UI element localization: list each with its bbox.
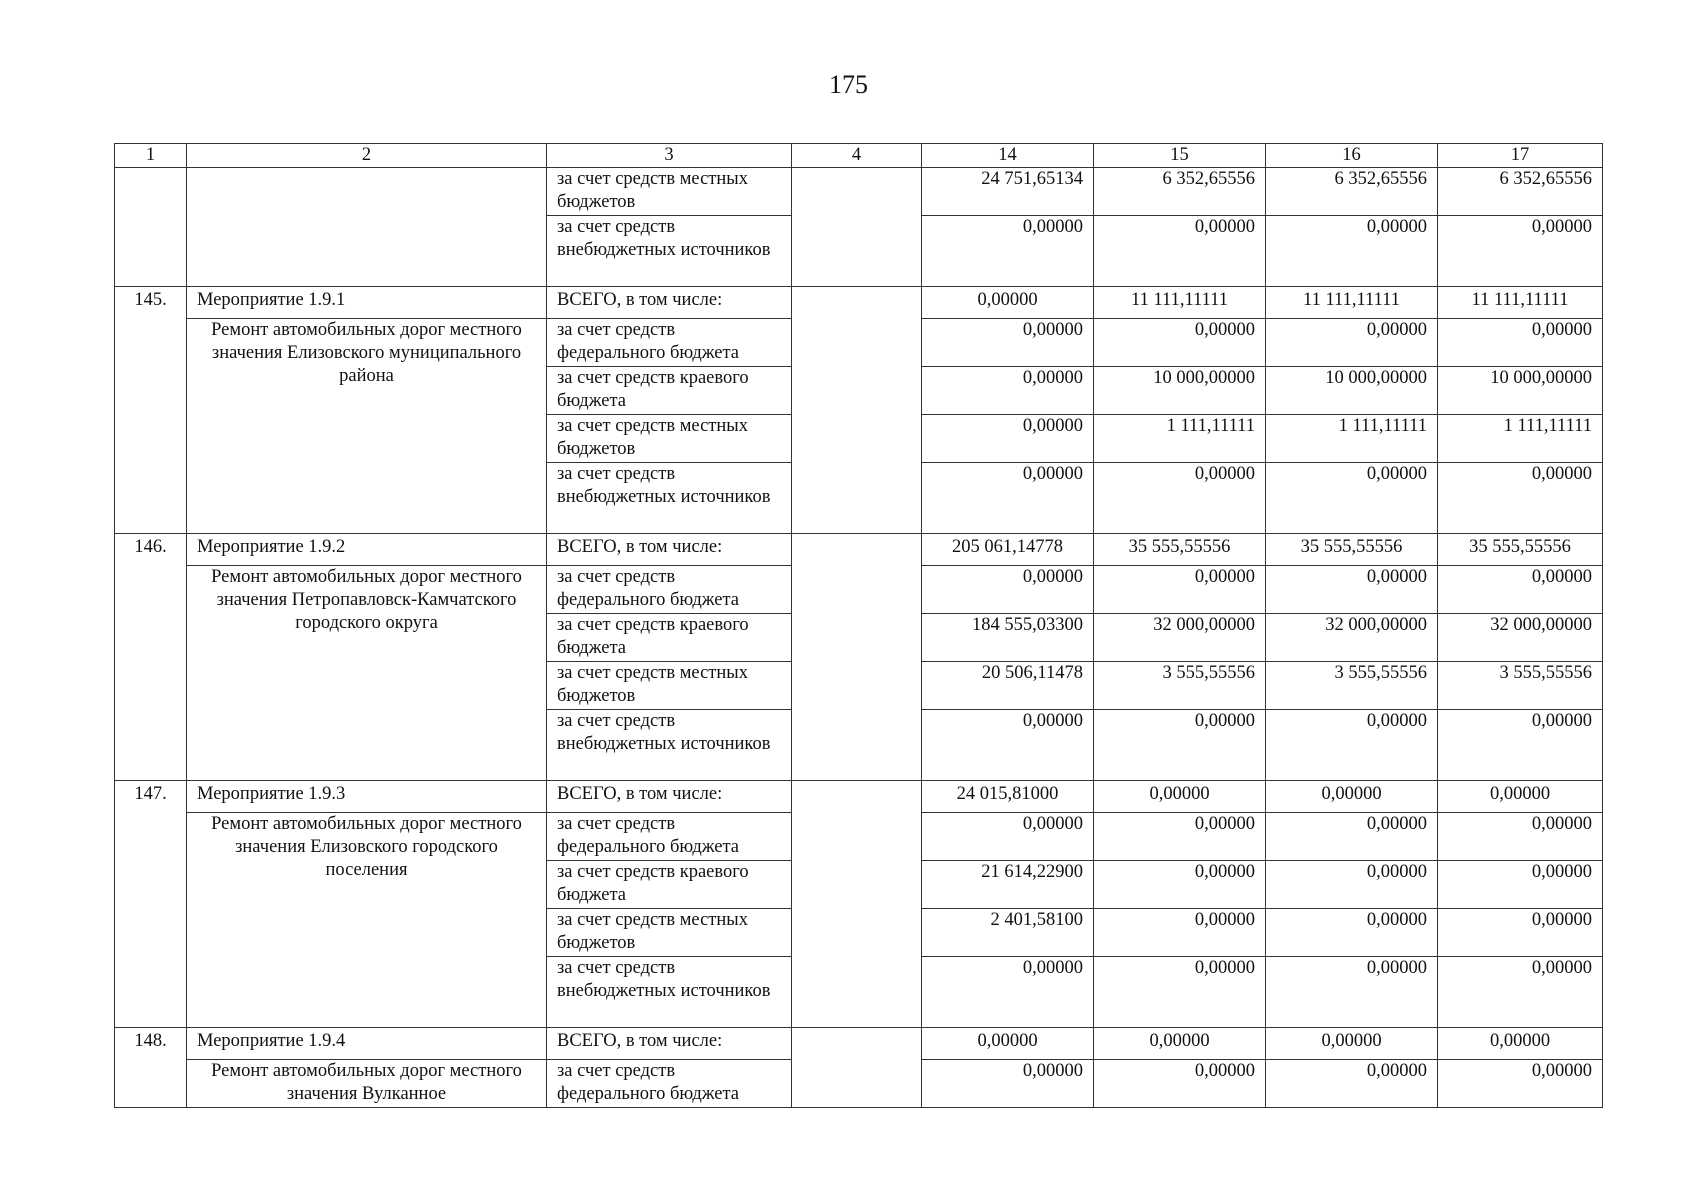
value-cell: 20 506,11478	[922, 662, 1094, 710]
funding-source-label: за счет средств местных бюджетов	[547, 168, 792, 216]
value-cell: 0,00000	[1266, 957, 1438, 1028]
funding-source-label: ВСЕГО, в том числе:	[547, 781, 792, 813]
funding-source-label: за счет средств федерального бюджета	[547, 566, 792, 614]
page-number: 175	[829, 70, 868, 99]
value-cell: 0,00000	[1438, 781, 1603, 813]
value-cell: 0,00000	[1266, 813, 1438, 861]
value-cell: 0,00000	[922, 367, 1094, 415]
value-cell: 0,00000	[1094, 1060, 1266, 1108]
event-name: Мероприятие 1.9.4	[187, 1028, 547, 1060]
source-row-local	[115, 168, 1603, 216]
column-header: 16	[1266, 144, 1438, 168]
event-number: 146.	[115, 534, 187, 781]
budget-table	[114, 143, 1603, 1108]
value-cell: 0,00000	[1266, 861, 1438, 909]
value-cell: 0,00000	[1094, 1028, 1266, 1060]
value-cell: 0,00000	[1438, 909, 1603, 957]
value-cell: 1 111,11111	[1438, 415, 1603, 463]
value-cell: 0,00000	[922, 287, 1094, 319]
funding-source-label: за счет средств краевого бюджета	[547, 861, 792, 909]
value-cell: 0,00000	[1094, 566, 1266, 614]
value-cell: 6 352,65556	[1266, 168, 1438, 216]
value-cell: 6 352,65556	[1438, 168, 1603, 216]
value-cell: 0,00000	[1266, 566, 1438, 614]
event-number: 148.	[115, 1028, 187, 1108]
value-cell: 0,00000	[1438, 1028, 1603, 1060]
value-cell: 0,00000	[922, 319, 1094, 367]
value-cell: 0,00000	[1438, 566, 1603, 614]
value-cell: 0,00000	[1094, 463, 1266, 534]
value-cell: 0,00000	[1438, 813, 1603, 861]
value-cell: 10 000,00000	[1438, 367, 1603, 415]
funding-source-label: за счет средств внебюджетных источников	[547, 216, 792, 287]
value-cell: 0,00000	[922, 1028, 1094, 1060]
event-number: 145.	[115, 287, 187, 534]
column-header-row	[115, 144, 1603, 168]
column-header: 17	[1438, 144, 1603, 168]
value-cell: 0,00000	[1094, 710, 1266, 781]
event-total-row	[115, 534, 1603, 566]
value-cell: 0,00000	[922, 566, 1094, 614]
funding-source-label: за счет средств местных бюджетов	[547, 909, 792, 957]
blank-cell	[115, 168, 187, 287]
value-cell: 35 555,55556	[1438, 534, 1603, 566]
column-header: 14	[922, 144, 1094, 168]
column-header: 4	[792, 144, 922, 168]
value-cell: 0,00000	[1266, 1060, 1438, 1108]
value-cell: 11 111,11111	[1266, 287, 1438, 319]
value-cell: 10 000,00000	[1094, 367, 1266, 415]
value-cell: 32 000,00000	[1094, 614, 1266, 662]
value-cell: 32 000,00000	[1438, 614, 1603, 662]
column-header: 2	[187, 144, 547, 168]
value-cell: 0,00000	[1094, 319, 1266, 367]
event-total-row	[115, 1028, 1603, 1060]
funding-source-label: за счет средств внебюджетных источников	[547, 957, 792, 1028]
value-cell: 11 111,11111	[1438, 287, 1603, 319]
column-4-cell	[792, 781, 922, 1028]
column-header: 15	[1094, 144, 1266, 168]
event-name: Мероприятие 1.9.3	[187, 781, 547, 813]
value-cell: 0,00000	[1438, 216, 1603, 287]
value-cell: 0,00000	[1438, 710, 1603, 781]
value-cell: 0,00000	[922, 1060, 1094, 1108]
event-total-row	[115, 781, 1603, 813]
value-cell: 0,00000	[1094, 813, 1266, 861]
value-cell: 0,00000	[1094, 909, 1266, 957]
value-cell: 0,00000	[1266, 781, 1438, 813]
value-cell: 0,00000	[1094, 781, 1266, 813]
value-cell: 24 751,65134	[922, 168, 1094, 216]
event-name: Мероприятие 1.9.2	[187, 534, 547, 566]
column-4-cell	[792, 534, 922, 781]
event-description: Ремонт автомобильных дорог местного значения Петропавловск-Камчатского городского округа	[187, 566, 547, 781]
event-name: Мероприятие 1.9.1	[187, 287, 547, 319]
value-cell: 0,00000	[1266, 216, 1438, 287]
funding-source-label: за счет средств краевого бюджета	[547, 614, 792, 662]
value-cell: 0,00000	[922, 957, 1094, 1028]
value-cell: 0,00000	[1438, 319, 1603, 367]
value-cell: 0,00000	[1266, 710, 1438, 781]
value-cell: 35 555,55556	[1094, 534, 1266, 566]
funding-source-label: ВСЕГО, в том числе:	[547, 287, 792, 319]
blank-cell	[187, 168, 547, 287]
event-description: Ремонт автомобильных дорог местного значения Елизовского городского поселения	[187, 813, 547, 1028]
column-header: 1	[115, 144, 187, 168]
value-cell: 2 401,58100	[922, 909, 1094, 957]
funding-source-label: за счет средств внебюджетных источников	[547, 710, 792, 781]
funding-source-label: ВСЕГО, в том числе:	[547, 1028, 792, 1060]
value-cell: 1 111,11111	[1266, 415, 1438, 463]
value-cell: 3 555,55556	[1438, 662, 1603, 710]
value-cell: 0,00000	[922, 813, 1094, 861]
value-cell: 32 000,00000	[1266, 614, 1438, 662]
funding-source-label: ВСЕГО, в том числе:	[547, 534, 792, 566]
value-cell: 0,00000	[922, 463, 1094, 534]
value-cell: 0,00000	[1438, 957, 1603, 1028]
value-cell: 0,00000	[922, 710, 1094, 781]
funding-source-label: за счет средств внебюджетных источников	[547, 463, 792, 534]
value-cell: 0,00000	[1094, 861, 1266, 909]
value-cell: 0,00000	[1438, 463, 1603, 534]
event-total-row	[115, 287, 1603, 319]
value-cell: 0,00000	[1266, 909, 1438, 957]
value-cell: 21 614,22900	[922, 861, 1094, 909]
event-number: 147.	[115, 781, 187, 1028]
value-cell: 0,00000	[922, 415, 1094, 463]
value-cell: 0,00000	[1438, 1060, 1603, 1108]
event-description: Ремонт автомобильных дорог местного значения Елизовского муниципального района	[187, 319, 547, 534]
event-description: Ремонт автомобильных дорог местного значения Вулканное	[187, 1060, 547, 1108]
column-4-cell	[792, 287, 922, 534]
column-4-cell	[792, 168, 922, 287]
value-cell: 35 555,55556	[1266, 534, 1438, 566]
value-cell: 0,00000	[1094, 957, 1266, 1028]
column-4-cell	[792, 1028, 922, 1108]
value-cell: 0,00000	[1266, 1028, 1438, 1060]
value-cell: 0,00000	[1438, 861, 1603, 909]
value-cell: 205 061,14778	[922, 534, 1094, 566]
value-cell: 3 555,55556	[1094, 662, 1266, 710]
value-cell: 24 015,81000	[922, 781, 1094, 813]
funding-source-label: за счет средств местных бюджетов	[547, 662, 792, 710]
value-cell: 11 111,11111	[1094, 287, 1266, 319]
funding-source-label: за счет средств краевого бюджета	[547, 367, 792, 415]
value-cell: 0,00000	[1266, 319, 1438, 367]
value-cell: 6 352,65556	[1094, 168, 1266, 216]
value-cell: 0,00000	[922, 216, 1094, 287]
value-cell: 0,00000	[1094, 216, 1266, 287]
funding-source-label: за счет средств федерального бюджета	[547, 1060, 792, 1108]
value-cell: 184 555,03300	[922, 614, 1094, 662]
value-cell: 10 000,00000	[1266, 367, 1438, 415]
value-cell: 1 111,11111	[1094, 415, 1266, 463]
column-header: 3	[547, 144, 792, 168]
funding-source-label: за счет средств федерального бюджета	[547, 813, 792, 861]
value-cell: 0,00000	[1266, 463, 1438, 534]
funding-source-label: за счет средств местных бюджетов	[547, 415, 792, 463]
funding-source-label: за счет средств федерального бюджета	[547, 319, 792, 367]
value-cell: 3 555,55556	[1266, 662, 1438, 710]
